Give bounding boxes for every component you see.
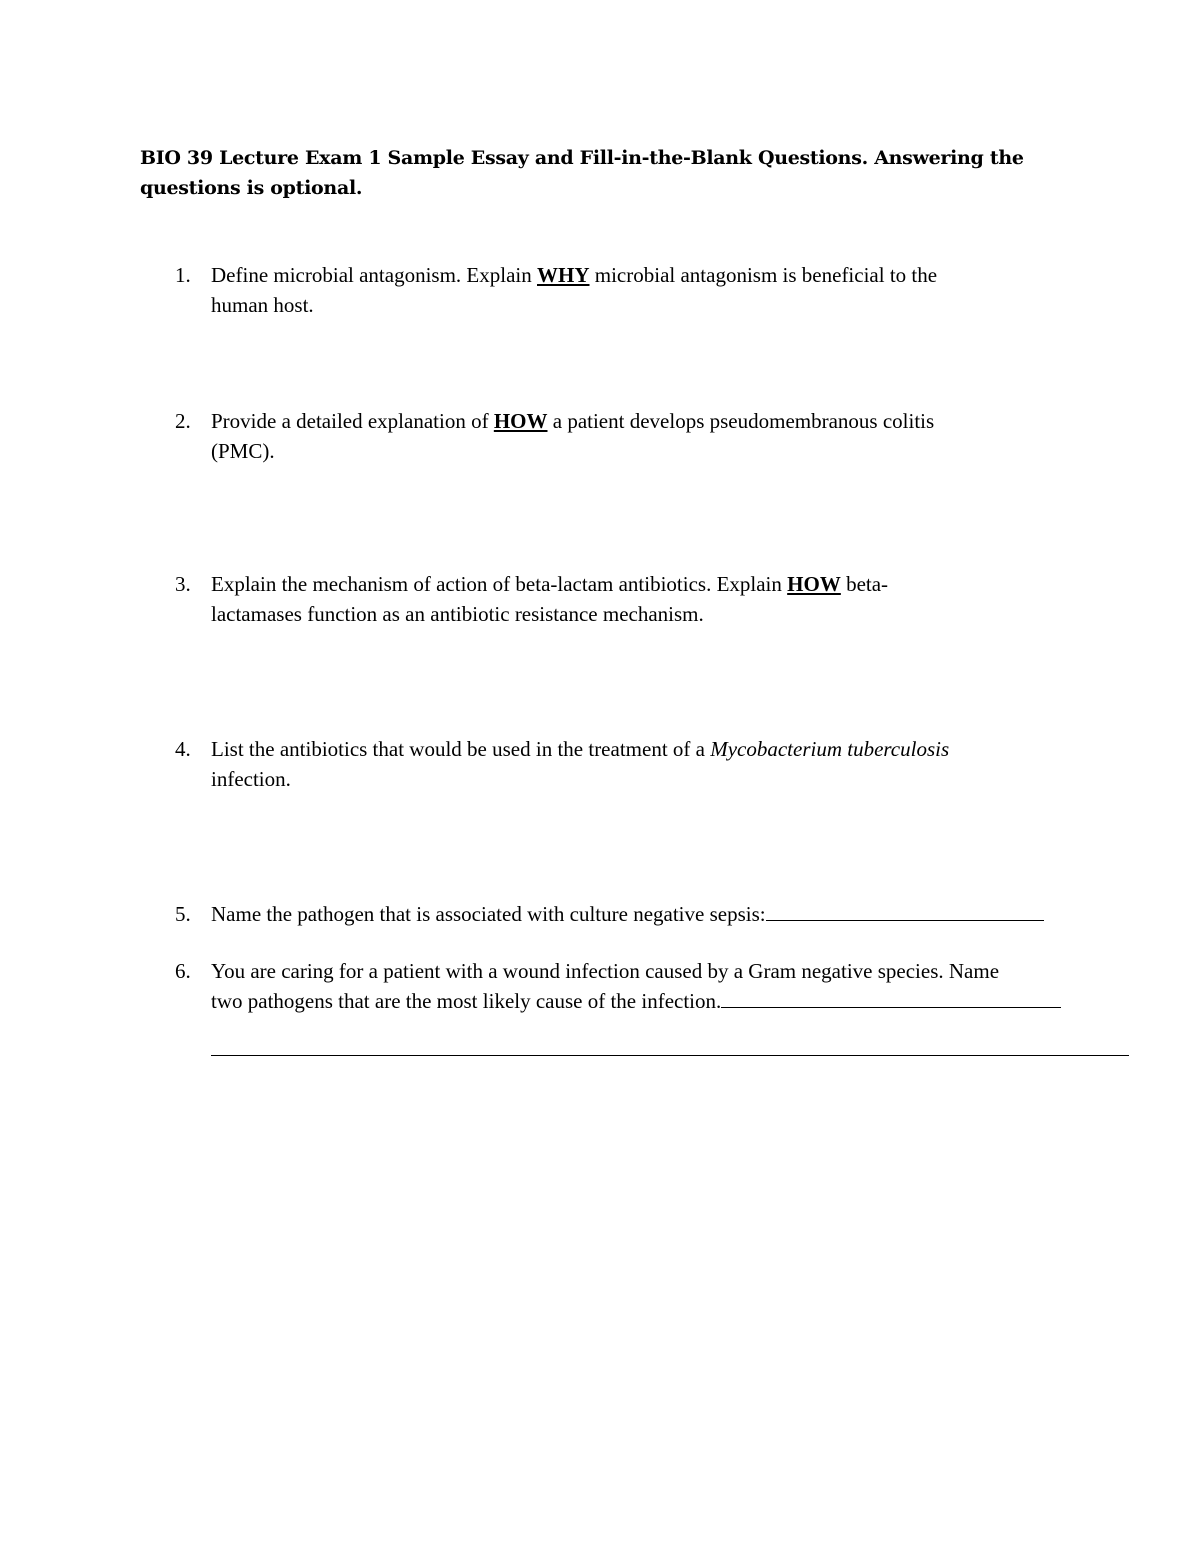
question-line-1: You are caring for a patient with a wound infection caused by a Gram negative species. Name — [211, 959, 1000, 983]
question-number: 4. — [175, 737, 191, 761]
question-text — [211, 260, 1131, 320]
question-text — [211, 406, 1131, 466]
organism-name: Mycobacterium tuberculosis — [710, 737, 950, 761]
title-line-1: BIO 39 Lecture Exam 1 Sample Essay and Fill-in-the-Blank Questions. Answering the — [140, 147, 1024, 169]
question-line-1: List the antibiotics that would be used in the treatment of a Mycobacterium tuberculosis — [211, 737, 950, 761]
question-number: 2. — [175, 409, 191, 433]
answer-blank[interactable] — [721, 987, 1061, 1008]
question-line-2: two pathogens that are the most likely cause of the infection. — [211, 986, 1131, 1016]
question-line-2: (PMC). — [211, 439, 275, 463]
question-number: 1. — [175, 263, 191, 287]
question-line-2: infection. — [211, 767, 291, 791]
question-number: 5. — [175, 902, 191, 926]
question-line-1: Define microbial antagonism. Explain WHY microbial antagonism is beneficial to the — [211, 263, 938, 287]
question-number: 6. — [175, 959, 191, 983]
question-text — [211, 569, 1131, 629]
question-line-1: Provide a detailed explanation of HOW a patient develops pseudomembranous colitis — [211, 409, 935, 433]
question-text — [211, 899, 1131, 929]
question-number: 3. — [175, 572, 191, 596]
document-title — [140, 143, 1040, 203]
answer-blank-line[interactable] — [211, 1055, 1129, 1056]
question-line-1: Explain the mechanism of action of beta-lactam antibiotics. Explain HOW beta- — [211, 572, 889, 596]
question-line-2: lactamases function as an antibiotic resistance mechanism. — [211, 602, 704, 626]
answer-blank[interactable] — [766, 900, 1044, 921]
emphasis-word: WHY — [537, 263, 590, 287]
title-line-2: questions is optional. — [140, 177, 363, 199]
emphasis-word: HOW — [493, 409, 548, 433]
emphasis-word: HOW — [787, 572, 841, 596]
question-line-2: human host. — [211, 293, 314, 317]
question-line-1: Name the pathogen that is associated with culture negative sepsis: — [211, 899, 1131, 929]
question-text — [211, 734, 1131, 794]
question-text — [211, 956, 1131, 1016]
